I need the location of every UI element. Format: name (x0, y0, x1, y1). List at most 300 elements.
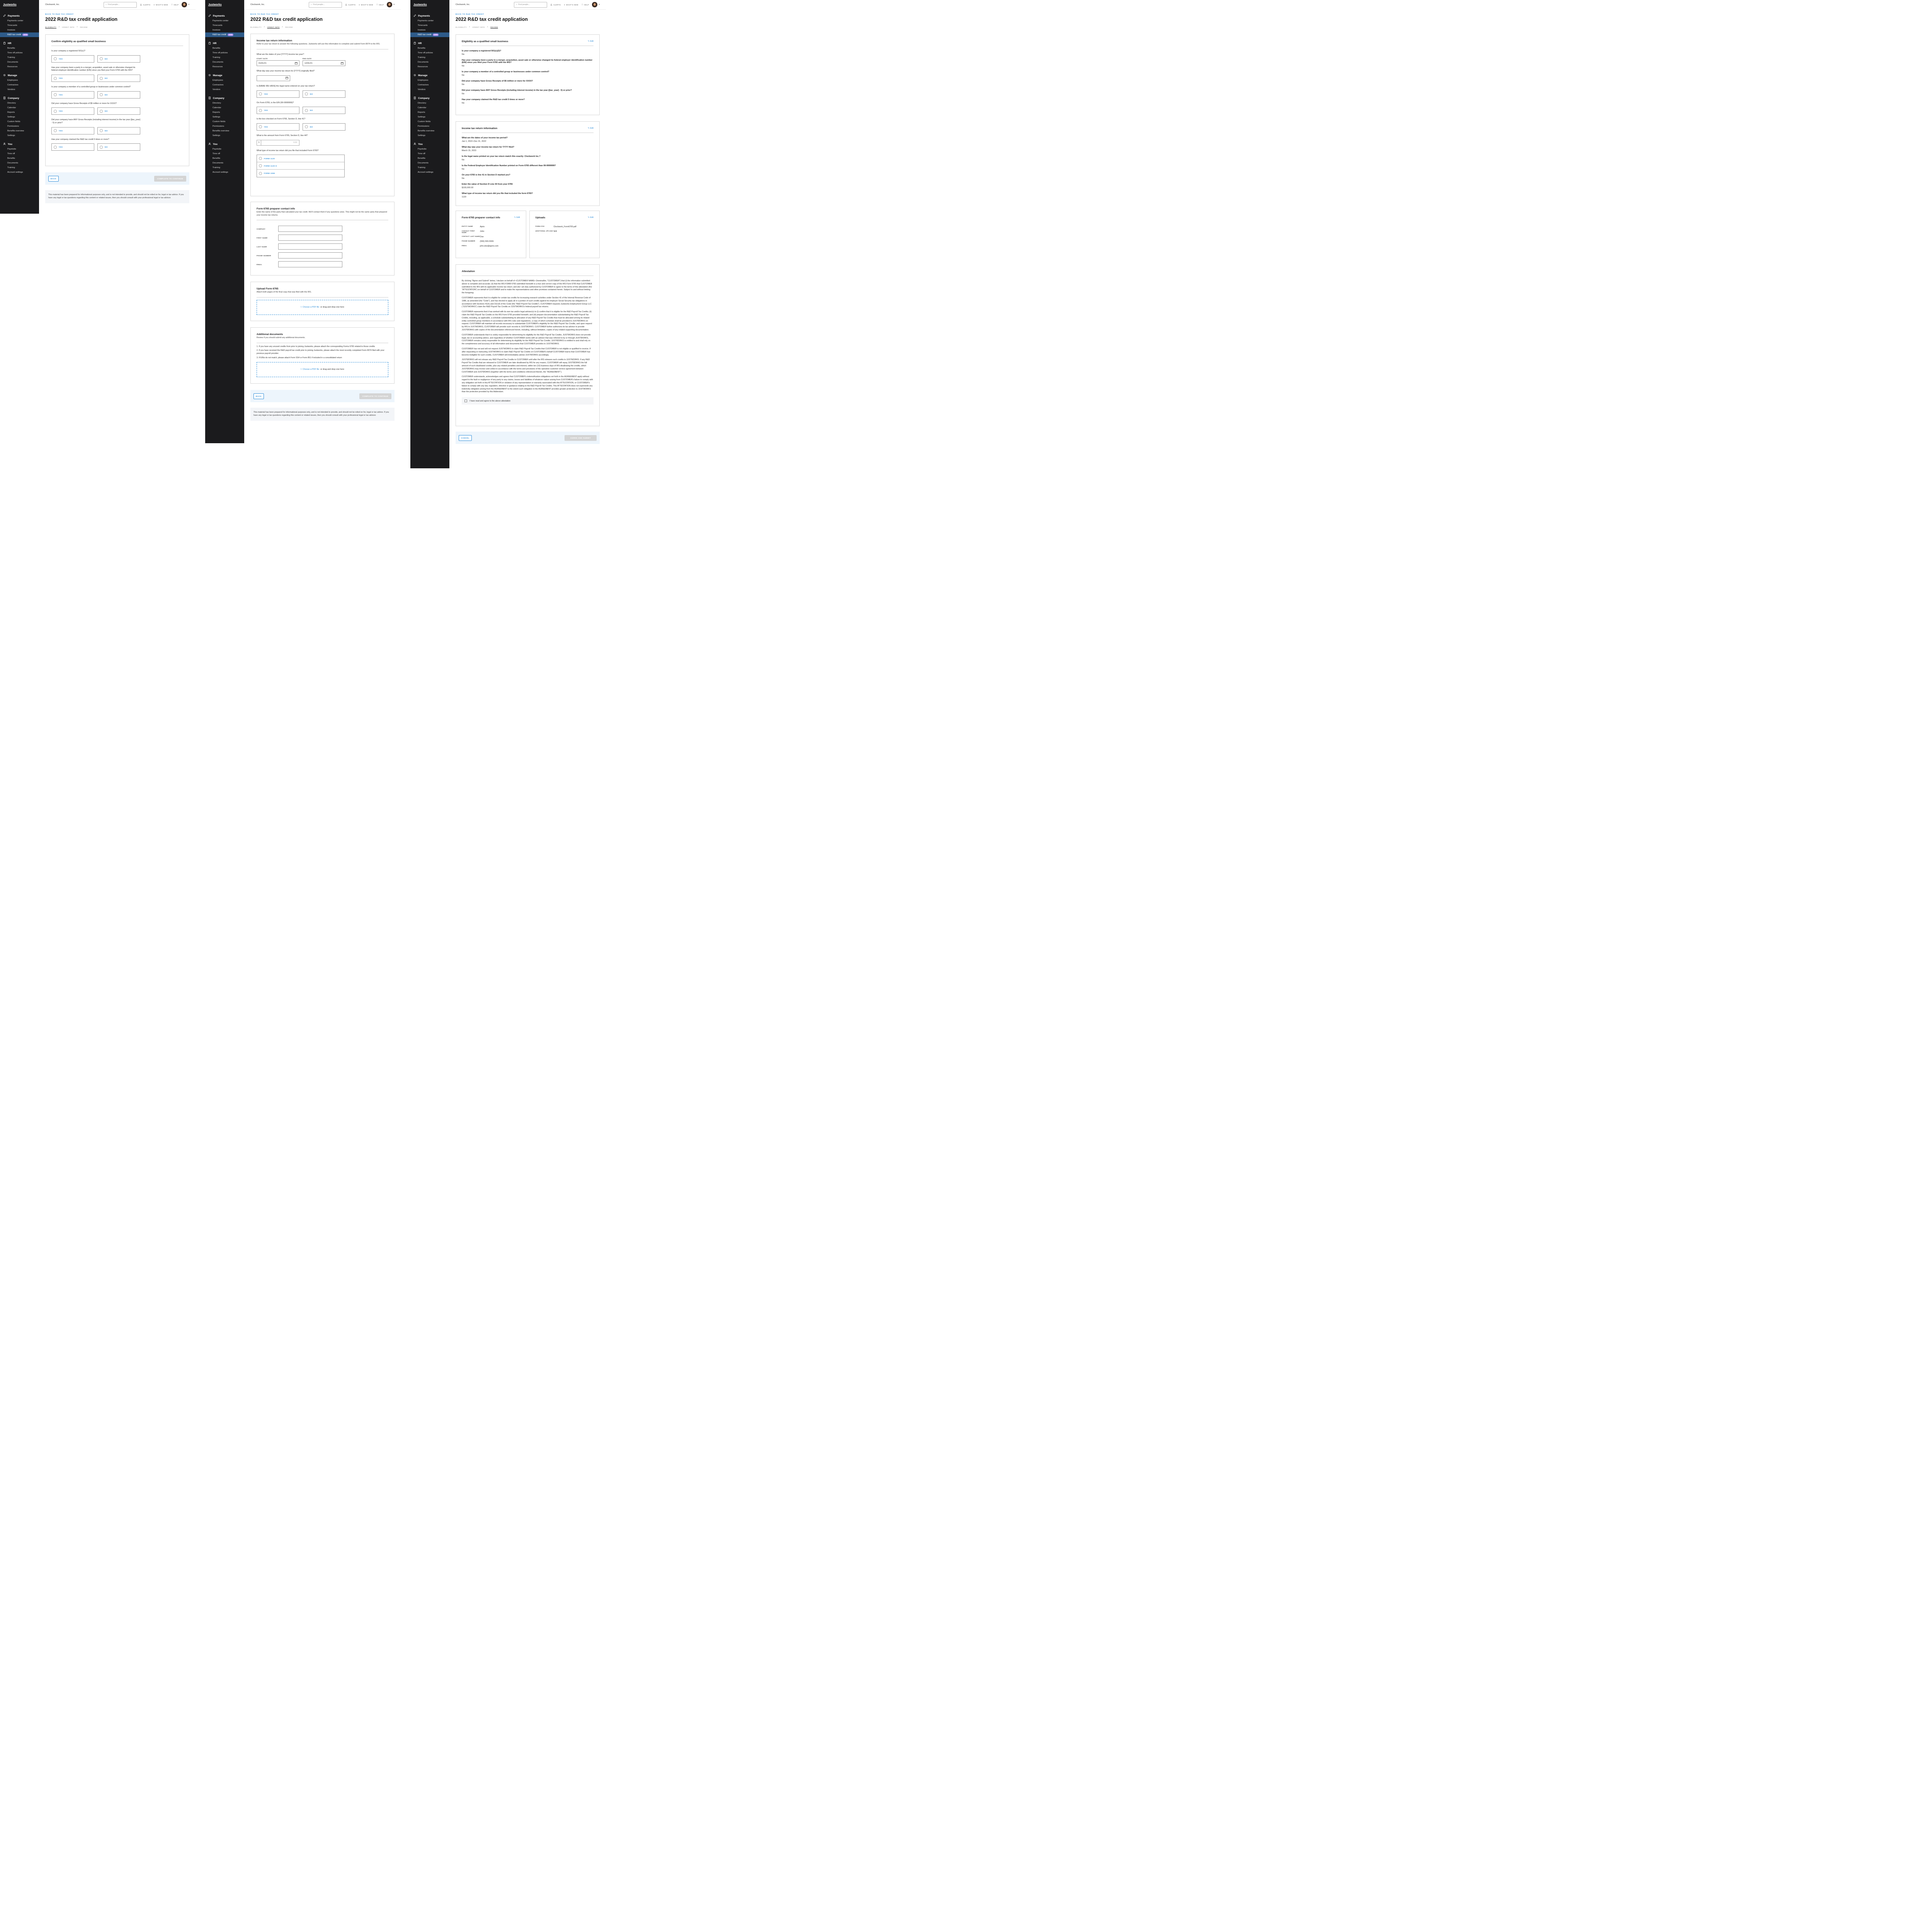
yes-option[interactable]: YES (51, 91, 94, 99)
gear-icon (208, 74, 211, 77)
yes-option[interactable]: YES (257, 123, 299, 131)
choose-file-link[interactable]: Choose a PDF file (303, 368, 320, 371)
start-date-input[interactable]: 01/01/21 (257, 60, 299, 66)
nav-heading[interactable]: Company (410, 96, 449, 101)
review-answer: No (462, 93, 464, 95)
question: Is [NAME WE HAVE] the legal name entered on your tax return? (257, 85, 315, 87)
bell-icon: 🔔︎ (345, 3, 348, 5)
edit-button[interactable]: ✎ Edit (514, 216, 520, 219)
step-1[interactable]: CREDIT INFO (267, 26, 280, 28)
nav-section-company (0, 96, 39, 138)
review-answer: Jan 1, 2022–Dec 31, 2022 (462, 140, 486, 143)
yes-option[interactable]: YES (257, 90, 299, 98)
help-button[interactable]: ⓘ HELP (581, 3, 589, 6)
end-date-input[interactable]: 12/31/21 (303, 60, 345, 66)
nav-heading[interactable]: Company (0, 96, 39, 101)
kv-row: CONTACT LAST NAME Doe (462, 236, 484, 238)
return-type-group (257, 155, 345, 177)
sidebar-item[interactable]: Contractors (7, 84, 19, 86)
sidebar-item[interactable]: Time off policies (213, 52, 228, 54)
yes-option[interactable]: YES (51, 143, 94, 151)
yes-option[interactable]: YES (51, 107, 94, 115)
choose-file-link[interactable]: Choose a PDF file (303, 306, 320, 309)
radio (259, 125, 262, 128)
card-title: Additional documents (257, 333, 283, 336)
step-1[interactable]: CREDIT INFO (62, 26, 75, 28)
no-option[interactable]: NO (303, 90, 345, 98)
sidebar-item[interactable]: Invoices (213, 29, 221, 31)
nav-heading[interactable]: Manage (410, 73, 449, 78)
step-0[interactable]: ELIGIBILITY (250, 26, 262, 28)
sidebar-item[interactable]: Vendors (418, 88, 426, 91)
sidebar-item[interactable]: Documents (418, 162, 429, 164)
avatar[interactable] (182, 2, 187, 7)
sidebar-item[interactable]: Payments center (7, 20, 24, 22)
sidebar-item[interactable]: Documents (418, 61, 429, 63)
top-bar (244, 0, 401, 10)
review-answer: No (462, 102, 464, 104)
checkbox[interactable] (464, 400, 467, 402)
form-actions (456, 432, 600, 444)
step-1[interactable]: CREDIT INFO (472, 26, 485, 28)
text-input[interactable] (278, 252, 342, 259)
alerts-button[interactable]: 🔔︎ ALERTS (550, 3, 561, 6)
yes-no-group (51, 75, 183, 82)
kv-row: FORM 6765 Clockwork_Form6765.pdf (535, 226, 577, 228)
review-answer: No (462, 53, 464, 56)
sidebar-item[interactable]: Time off (418, 153, 425, 155)
alerts-button[interactable]: 🔔︎ ALERTS (140, 3, 151, 6)
no-option[interactable]: NO (97, 143, 140, 151)
nav-heading[interactable]: Manage (0, 73, 39, 78)
sidebar-item[interactable]: Training (418, 167, 425, 169)
nav-heading[interactable]: HR (410, 41, 449, 46)
no-option[interactable]: NO (97, 127, 140, 134)
attestation-paragraph: CUSTOMER understands that it is solely responsible for determining its eligibility for the R&D Payroll Tax Credits. JUSTWORKS does not provide legal, tax or accounting advice, and regardless of whether CUSTOMER works with an advisor that was referred to by or through JUSTWORKS, CUSTOMER remains solely responsible for determining its eligibility for the R&D Payroll Tax Credits. JUSTWORKS is entitled to and shall rely on the completeness and accuracy of all information and documents that CUSTOMER provides to JUSTWORKS. (462, 333, 591, 345)
sidebar-item[interactable]: Contractors (418, 84, 429, 86)
back-button[interactable]: BACK (253, 393, 264, 399)
new-badge: NEW (22, 34, 28, 36)
attestation-paragraph: CUSTOMER represents that it has worked with its own tax and/or legal advisor(s) to (i) confirm that it is eligible for the R&D Payroll Tax Credits; (ii) claim the R&D Payroll Tax Credits on the IRS Form 6765 provided herewith; and (iii) prepare documentation substantiating the R&D Payroll Tax Credits, including, as applicable, a schedule substantiating its allocation of any R&D Payroll Tax Credits that must be allocated among its related entity controlled group members in accordance with IRS rules and regulations, a copy of which schedule shall be provided to JUSTWORKS on request. CUSTOMER will maintain all records necessary to substantiate CUSTOMER's eligibility for the R&D Payroll Tax Credits, and upon request by IRS to JUSTWORKS, CUSTOMER will provide such records to JUSTWORKS. CUSTOMER further authorizes its tax advisor to provide JUSTWORKS with copies of the documentation referenced herein, including, without limitation, copies of any related supporting documentation. (462, 311, 592, 331)
nav-heading[interactable]: You (205, 142, 244, 147)
sidebar-item[interactable]: Permissions (418, 125, 429, 128)
form-option[interactable]: FORM 1120-S (257, 162, 344, 170)
contact-field: LAST NAME (257, 243, 388, 250)
amount-input[interactable]: $ 0.00 (257, 140, 299, 146)
sidebar-item[interactable]: Settings (7, 134, 15, 137)
radio (54, 93, 57, 96)
sidebar-item[interactable]: Directory (418, 102, 427, 104)
review-answer: March 15, 2023 (462, 150, 476, 152)
sidebar-item[interactable]: Directory (7, 102, 16, 104)
help-icon: ⓘ (171, 3, 173, 5)
contact-field: FIRST NAME (257, 235, 388, 241)
sidebar-item[interactable]: Benefits (7, 157, 15, 160)
review-income-card (456, 121, 600, 206)
sidebar-item[interactable]: Settings (213, 116, 220, 118)
sidebar-item[interactable]: Account settings (7, 171, 23, 173)
calendar-icon (295, 62, 298, 65)
contact-field: EMAIL (257, 261, 388, 267)
sidebar-item[interactable]: R&D tax credit NEW (0, 32, 39, 37)
submit-button[interactable]: COMPLETE TO CONTINUE (359, 393, 391, 399)
radio (305, 125, 308, 128)
attestation-paragraph: CUSTOMER has not and will not request JUSTWORKS to claim R&D Payroll Tax Credits that CUSTOMER is not eligible or qualified to receive. If after requesting or instructing JUSTWORKS to claim R&D Payroll Tax Credits on CUSTOMER's behalf CUSTOMER learns that CUSTOMER has become ineligible for such credits, CUSTOMER will immediately advise JUSTWORKS accordingly. (462, 347, 591, 356)
sidebar-item[interactable]: Directory (213, 102, 221, 104)
back-button[interactable]: BACK (48, 176, 59, 182)
sidebar-item[interactable]: Benefits overview (7, 130, 24, 132)
building-icon (3, 97, 6, 100)
sidebar-item[interactable]: Payments center (418, 20, 434, 22)
question: Is your company a registered 501(c)? (51, 50, 85, 52)
kv-row: PHONE NUMBER (555) 555-5555 (462, 240, 494, 243)
avatar[interactable] (592, 2, 597, 7)
question: Is your company a member of a controlled group or businesses under common control? (51, 86, 131, 88)
review-answer: $100,000.00 (462, 187, 473, 189)
chevron-right-icon: › (59, 26, 60, 28)
back-link[interactable]: BACK TO R&D TAX CREDIT (456, 13, 484, 15)
sidebar-item[interactable]: Benefits (213, 157, 220, 160)
no-option[interactable]: NO (97, 75, 140, 82)
upload-icon: ⭱ (301, 306, 302, 308)
bell-icon: 🔔︎ (140, 3, 143, 5)
nav-heading[interactable]: HR (205, 41, 244, 46)
chevron-right-icon: › (469, 26, 470, 28)
yes-option[interactable]: YES (51, 127, 94, 134)
review-question: Is your company a member of a controlled group or businesses under common control? (462, 71, 549, 73)
card-title: Upload Form 6765 (257, 287, 279, 290)
chevron-down-icon[interactable]: ▾ (599, 3, 600, 6)
sidebar-item[interactable]: Invoices (418, 29, 426, 31)
attestation-paragraph: JUSTWORKS will not release any R&D Payroll Tax Credits to CUSTOMER until after the IRS releases such credits to JUSTWORKS. If any R&D Payroll Tax Credits that are released to CUSTOMER are later disallowed by IRS for any reason, CUSTOMER will repay JUSTWORKS the full amount of such disallowed credits, plus any related penalties and interest, within ten (10) business days of IRS disallowing the credits, which JUSTWORKS may invoice and collect in accordance with the terms and provisions of the operative customer service agreement between CUSTOMER and JUSTWORKS (together with the terms and conditions referenced therein, the "AGREEMENT"). (462, 359, 590, 373)
agree-checkbox[interactable]: I have read and agree to the above attestation (462, 397, 594, 405)
sidebar-item[interactable]: Benefits (7, 47, 15, 49)
sidebar-item[interactable]: Training (213, 56, 220, 59)
no-option[interactable]: NO (97, 91, 140, 99)
attestation-paragraph: CUSTOMER understands, acknowledges and agrees that CUSTOMER's indemnification obligations set forth in the AGREEMENT apply without regard to the fault or negligence of any party to any claims, losses and liabilities of whatever nature arising from CUSTOMER's failure to comply with any obligation set forth in this ATTESTATION or violation of any representation or warranty associated with this ATTESTATION, or CUSTOMER's failure to comply with any law, regulation, directive or guidance relating to the R&D Payroll Tax Credits. This ATTESTATION does not supersede any indemnity obligation arising from the AGREEMENT to the extent such obligation in the AGREEMENT provides greater protection to JUSTWORKS than the protection provided by this Addendum. (462, 376, 593, 393)
sidebar-item[interactable]: Permissions (213, 125, 224, 128)
review-answer: No (462, 177, 464, 180)
no-option[interactable]: NO (97, 107, 140, 115)
person-icon (413, 143, 416, 146)
card-subtitle: Review if you should submit any additional documents. (257, 337, 388, 343)
card-title: Eligibility as a qualified small business ✎ Edit (462, 40, 594, 46)
person-icon (208, 143, 211, 146)
no-option[interactable]: NO (303, 107, 345, 114)
clipboard-icon (413, 42, 416, 45)
search-icon: ⌕ (516, 3, 517, 6)
radio (54, 57, 57, 60)
stepper (45, 26, 196, 28)
review-question: Enter the value of Section D Line 44 from your 6765 (462, 183, 513, 185)
review-eligibility-card (456, 34, 600, 115)
sidebar-item[interactable]: Custom fields (7, 121, 20, 123)
sidebar-item[interactable]: Training (7, 167, 15, 169)
no-option[interactable]: NO (303, 123, 345, 131)
sidebar-item[interactable]: Employees (418, 79, 429, 82)
screen-review (410, 0, 606, 468)
text-input[interactable] (278, 226, 342, 232)
sidebar-item[interactable]: Resources (213, 66, 223, 68)
top-bar (39, 0, 196, 10)
chevron-right-icon: › (487, 26, 488, 28)
review-question: What type of income tax return did you file that included the form 6765? (462, 192, 533, 195)
yes-no-group (257, 90, 388, 98)
form-option[interactable]: FORM 1065 (257, 170, 344, 177)
attestation-card (456, 264, 600, 426)
yes-option[interactable]: YES (51, 55, 94, 63)
submit-button[interactable]: COMPLETE TO CONTINUE (154, 176, 186, 182)
filed-date-input[interactable] (257, 75, 290, 81)
review-question: Is your company a registered 501(c)(3)? (462, 50, 501, 52)
stepper (456, 26, 606, 28)
sidebar-item[interactable]: Employees (7, 79, 18, 82)
company-name: Clockwork, Inc. (456, 3, 470, 6)
radio (100, 129, 103, 132)
sidebar-item[interactable]: Calendar (418, 107, 427, 109)
nav-heading[interactable]: Payments (205, 14, 244, 19)
sidebar-item[interactable]: Time off (7, 153, 15, 155)
nav-heading[interactable]: Manage (205, 73, 244, 78)
help-icon: ⓘ (581, 3, 583, 5)
sidebar-item[interactable]: Settings (7, 116, 15, 118)
sidebar-item[interactable]: Settings (418, 116, 425, 118)
sidebar-item[interactable]: Documents (213, 61, 223, 63)
date-range (257, 58, 388, 66)
question: What type of income tax return did you file that included Form 6765? (257, 149, 319, 152)
sidebar-item[interactable]: Account settings (418, 171, 434, 173)
sidebar-item[interactable]: Paystubs (213, 148, 221, 150)
upload-icon: ⭱ (301, 368, 302, 371)
help-icon: ⓘ (376, 3, 378, 5)
nav-heading[interactable]: You (410, 142, 449, 147)
avatar[interactable] (387, 2, 392, 7)
clipboard-icon (208, 42, 211, 45)
sidebar-item[interactable]: Documents (213, 162, 223, 164)
sidebar-item[interactable]: Settings (213, 134, 220, 137)
back-button[interactable]: CANCEL (459, 435, 472, 441)
logo-link[interactable]: Justworks (413, 3, 427, 6)
sidebar-item[interactable]: Training (213, 167, 220, 169)
sidebar-item[interactable]: Permissions (7, 125, 19, 128)
nav-heading[interactable]: You (0, 142, 39, 147)
question: Is the box checked on Form 6765, Section D, line 41? (257, 118, 306, 121)
sidebar-item[interactable]: Timecards (7, 24, 17, 27)
main-content (244, 0, 401, 468)
help-button[interactable]: ⓘ HELP (376, 3, 384, 6)
help-button[interactable]: ⓘ HELP (171, 3, 179, 6)
kv-row: ADDITIONAL UPLOAD N/A (535, 230, 557, 233)
whats-new-button[interactable]: ✦ WHAT'S NEW (153, 3, 168, 6)
card-subtitle: Enter the name of the party that calculated your tax credit. We'll contact them if any questions arise. This might not be the same party that prepared your income tax returns. (257, 211, 388, 220)
gear-icon (413, 74, 416, 77)
link-icon (3, 14, 6, 18)
nav-section-you (0, 142, 39, 175)
review-question: What day was your income tax return for YYYY filed? (462, 146, 514, 148)
sidebar-item[interactable]: Calendar (213, 107, 221, 109)
sidebar (410, 0, 449, 468)
gear-icon (3, 74, 6, 77)
back-link[interactable]: BACK TO R&D TAX CREDIT (250, 13, 279, 15)
sidebar-item[interactable]: Reports (418, 111, 425, 114)
chevron-down-icon[interactable]: ▾ (188, 3, 189, 6)
nav-heading[interactable]: Payments (0, 14, 39, 19)
sidebar-item[interactable]: Time off policies (418, 52, 433, 54)
attestation-paragraph: By clicking "Agree and Submit" below, I declare on behalf of <CUSTOMER NAME> (hereinafter, "CUSTOMER") that (i) the information submitted above is complete and accurate; (ii) that the IRS FORM 6765 submitted herewith is a true and correct copy of the IRS Form 6765 that CUSTOMER submitted to the IRS with its applicable income tax return; and (iii) I am duly authorized by CUSTOMER to agree to the terms of this attestation (the "ATTESTATION") on behalf of CUSTOMER and to make the representations and other promises contained herein. Subject to and without limiting the foregoing: (462, 280, 592, 294)
whats-new-button[interactable]: ✦ WHAT'S NEW (564, 3, 578, 6)
search-input[interactable]: ⌕ Find people... (104, 2, 137, 8)
card-subtitle: Attach both pages of the final copy that was filed with the IRS. (257, 291, 388, 298)
sidebar-item[interactable]: Documents (7, 162, 18, 164)
sidebar-item[interactable]: Paystubs (7, 148, 16, 150)
sidebar-item[interactable]: Benefits overview (213, 130, 230, 132)
chevron-down-icon[interactable]: ▾ (393, 3, 395, 6)
sidebar-item[interactable]: Training (418, 56, 425, 59)
building-icon (413, 97, 416, 100)
sidebar-item[interactable]: Vendors (213, 88, 221, 91)
sidebar-item[interactable]: Reports (213, 111, 220, 114)
company-name: Clockwork, Inc. (45, 3, 60, 6)
main-content (39, 0, 196, 468)
edit-button[interactable]: ✎ Edit (588, 127, 594, 129)
review-answer: No (462, 159, 464, 161)
yes-option[interactable]: YES (257, 107, 299, 114)
nav-heading[interactable]: Company (205, 96, 244, 101)
sidebar-item[interactable]: Vendors (7, 88, 15, 91)
kv-row: EMAIL john.doe@aprio.com (462, 245, 498, 247)
file-dropzone[interactable]: ⭱ Choose a PDF file or drag and drop one here (257, 362, 388, 377)
sidebar-item[interactable]: Contractors (213, 84, 224, 86)
sidebar-item[interactable]: Benefits (213, 47, 220, 49)
step-0[interactable]: ELIGIBILITY (45, 26, 57, 28)
sidebar-item[interactable]: Timecards (418, 24, 428, 27)
text-input[interactable] (278, 235, 342, 241)
question: What are the dates of your [YYYY] income tax year? (257, 53, 304, 56)
sidebar-item[interactable]: Employees (213, 79, 223, 82)
calendar-icon (341, 62, 344, 65)
nav-section-you (410, 142, 449, 175)
sidebar-item[interactable]: Benefits (418, 157, 425, 160)
sidebar (0, 0, 39, 214)
page-title: 2022 R&D tax credit application (456, 17, 528, 22)
review-question: What are the dates of your income tax period? (462, 137, 508, 139)
nav-heading[interactable]: Payments (410, 14, 449, 19)
upload-card (250, 282, 395, 321)
sidebar-item[interactable]: Time off policies (7, 52, 23, 54)
question: Did your company have ANY Gross Receipts (including interest income) in the tax year ([tax_year] - 5) or prior? (51, 119, 140, 124)
radio (100, 57, 103, 60)
no-option[interactable]: NO (97, 55, 140, 63)
sidebar-item[interactable]: Invoices (7, 29, 15, 31)
review-question: Is the Federal Employer Identification Number printed on Form 6765 different than 99-9999999? (462, 165, 556, 167)
edit-button[interactable]: ✎ Edit (588, 216, 594, 219)
sidebar-item[interactable]: Payments center (213, 20, 229, 22)
edit-button[interactable]: ✎ Edit (588, 40, 594, 43)
submit-button[interactable]: AGREE AND SUBMIT (565, 435, 597, 441)
list-item: 1. If you have any unused credits from prior to joining Justworks, please attach the corresponding Forms 6765 related to those credits (257, 345, 375, 348)
step-2[interactable]: REVIEW (490, 26, 498, 28)
sidebar-item[interactable]: Training (7, 56, 15, 59)
card-subtitle: Refer to your tax return to answer the following questions. Justworks will use this information to complete and submit Form 8974 to the IRS. (257, 43, 388, 49)
radio (100, 110, 103, 113)
sidebar-item[interactable]: Time off (213, 153, 220, 155)
link-icon (208, 14, 211, 18)
card-title: Uploads ✎ Edit (535, 216, 594, 219)
file-dropzone[interactable]: ⭱ Choose a PDF file or drag and drop one here (257, 300, 388, 315)
whats-new-button[interactable]: ✦ WHAT'S NEW (359, 3, 373, 6)
start-date-label: START DATE (257, 58, 268, 60)
sidebar-item[interactable]: R&D tax credit NEW (410, 32, 449, 37)
sidebar-item[interactable]: Benefits overview (418, 130, 435, 132)
new-badge: NEW (433, 34, 439, 36)
text-input[interactable] (278, 243, 342, 250)
sidebar-item[interactable]: Documents (7, 61, 18, 63)
nav-section-hr (205, 41, 244, 69)
review-question: On your 6765 is line 41 in Section D marked yes? (462, 174, 510, 176)
screen-credit-info (205, 0, 401, 468)
logo-link[interactable]: Justworks (3, 3, 17, 6)
back-link[interactable]: BACK TO R&D TAX CREDIT (45, 13, 74, 15)
alerts-button[interactable]: 🔔︎ ALERTS (345, 3, 356, 6)
sparkle-icon: ✦ (359, 3, 361, 6)
sidebar-item[interactable]: Custom fields (213, 121, 226, 123)
person-icon (3, 143, 6, 146)
radio (54, 146, 57, 149)
logo-link[interactable]: Justworks (208, 3, 222, 6)
radio (259, 164, 262, 167)
sidebar-item[interactable]: Resources (7, 66, 18, 68)
sidebar-item[interactable]: Custom fields (418, 121, 431, 123)
review-row (456, 211, 600, 258)
search-icon: ⌕ (311, 3, 312, 6)
nav-heading[interactable]: HR (0, 41, 39, 46)
review-question: Did your company have Gross Receipts of $5 million or more for XXXX? (462, 80, 533, 82)
radio (54, 110, 57, 113)
search-input[interactable]: ⌕ Find people... (309, 2, 342, 8)
sidebar-item[interactable]: Account settings (213, 171, 228, 173)
sidebar-item[interactable]: Reports (7, 111, 15, 114)
step-2[interactable]: REVIEW (285, 26, 293, 28)
sidebar-item[interactable]: R&D tax credit NEW (205, 32, 244, 37)
question: Has your company claimed the R&D tax credit 5 times or more? (51, 138, 109, 141)
kv-row: CONTACT FIRST NAME John (462, 230, 485, 233)
card-title: Attestation (462, 270, 594, 276)
screen-eligibility (0, 0, 196, 468)
form-option[interactable]: FORM 1120 (257, 155, 344, 162)
search-input[interactable]: ⌕ Find people... (514, 2, 547, 8)
card-title: Confirm eligibility as qualified small business (51, 40, 183, 46)
text-input[interactable] (278, 261, 342, 267)
sparkle-icon: ✦ (564, 3, 566, 6)
step-2[interactable]: REVIEW (80, 26, 88, 28)
nav-section-company (410, 96, 449, 138)
review-answer: No (462, 65, 464, 67)
sidebar-item[interactable]: Timecards (213, 24, 223, 27)
currency-symbol: $ (257, 140, 261, 145)
step-0[interactable]: ELIGIBILITY (456, 26, 467, 28)
sidebar-item[interactable]: Calendar (7, 107, 16, 109)
sidebar-item[interactable]: Paystubs (418, 148, 427, 150)
review-uploads-card (529, 211, 600, 258)
preparer-card (250, 202, 395, 276)
sparkle-icon: ✦ (153, 3, 155, 6)
disclaimer: This material has been prepared for informational purposes only, and is not intended to provide, and should not be relied on for, legal or tax advice. If you have any legal or tax questions regarding this content or related issues, then you should consult with your professional legal or tax advisor. (250, 408, 395, 421)
sidebar-item[interactable]: Benefits (418, 47, 425, 49)
sidebar-item[interactable]: Resources (418, 66, 428, 68)
sidebar-item[interactable]: Settings (418, 134, 425, 137)
nav-section-manage (0, 73, 39, 92)
yes-option[interactable]: YES (51, 75, 94, 82)
